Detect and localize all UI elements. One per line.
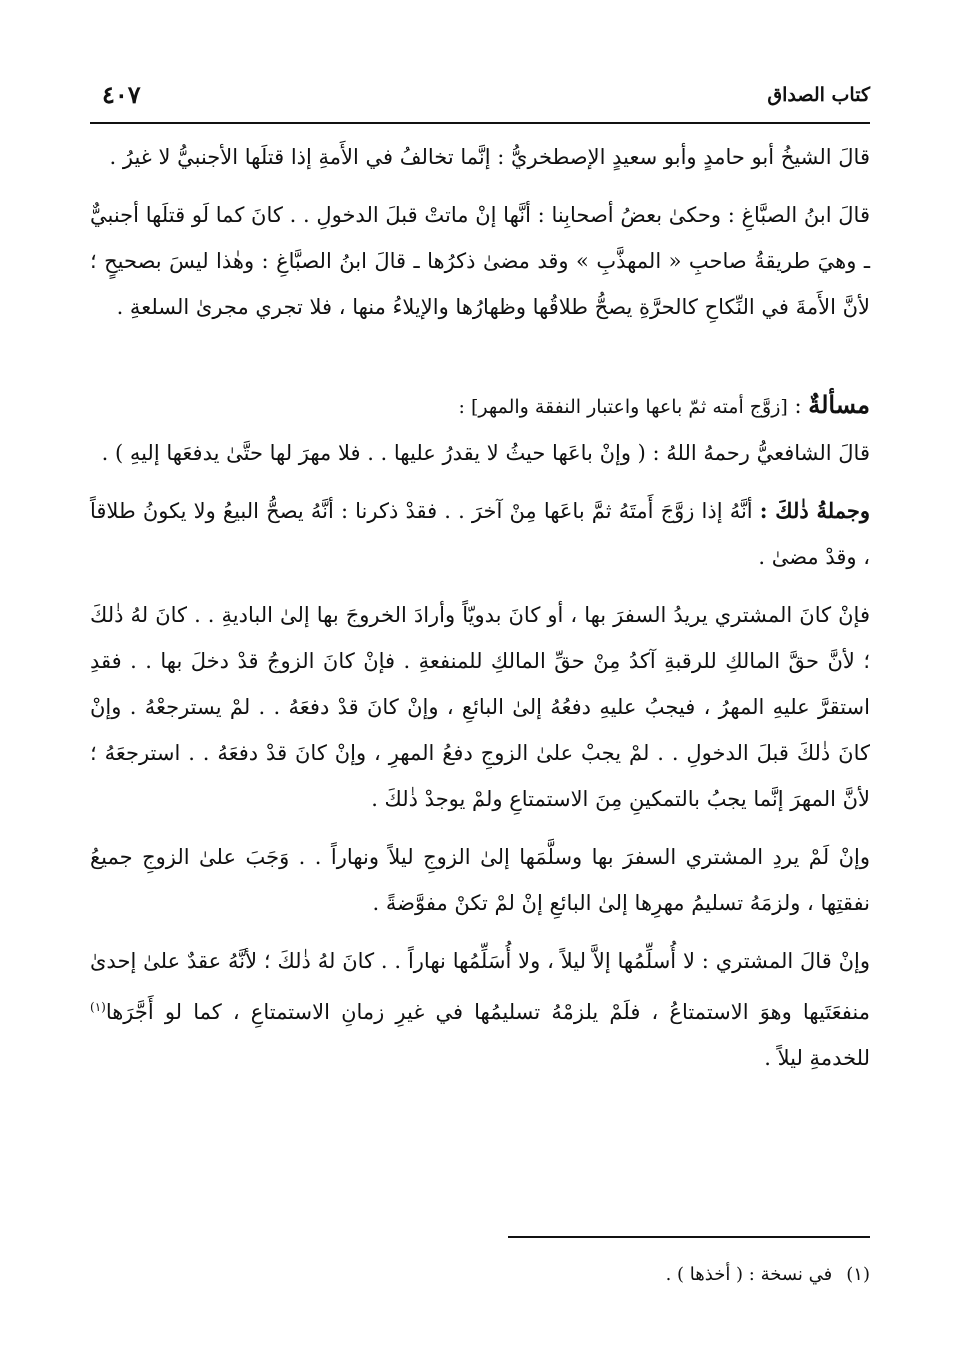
issue-title: [زوَّج أمته ثمّ باعها واعتبار النفقة والمهر] : — [458, 396, 788, 418]
paragraph-2: قالَ ابنُ الصبَّاغِ : وحكىٰ بعضُ أصحابِنا : أنَّها إنْ ماتتْ قبلَ الدخولِ . . كانَ كما لَو قتلَها أجنبيٌّ ـ وهيَ طريقةُ صاحبِ « المهذَّبِ » وقد مضىٰ ذكرُها ـ قالَ ابنُ الصبَّاغِ : وهٰذا ليسَ بصحيحٍ ؛ لأنَّ الأَمةَ في النِّكاحِ كالحرَّةِ يصحُّ طلاقُها وظهارُها والإيلاءُ منها ، فلا تجري مجرىٰ السلعةِ . — [90, 203, 870, 319]
footnote-number: (١) — [846, 1264, 870, 1285]
paragraph-4-text: أنَّهُ إذا زوَّجَ أَمتَهُ ثمَّ باعَها مِنْ آخرَ . . فقدْ ذكرنا : أنَّهُ يصحُّ البيعُ ولا يكونُ طلاقاً ، وقدْ مضىٰ . — [90, 499, 870, 569]
paragraph-1: قالَ الشيخُ أبو حامدٍ وأبو سعيدٍ الإصطخريُّ : إنَّما تخالفُ في الأَمةِ إذا قتلَها الأجنبيُّ لا غيرُ . — [109, 145, 870, 169]
paragraph-6: وإنْ لَمْ يردِ المشتري السفرَ بها وسلَّمَها إلىٰ الزوجِ ليلاً ونهاراً . . وَجَبَ علىٰ الزوجِ جميعُ نفقتِها ، ولزمَهُ تسليمُ مهرِها إلىٰ البائعِ إنْ لمْ تكنْ مفوَّضةً . — [90, 845, 870, 915]
page-number: ٤٠٧ — [102, 80, 141, 109]
issue-separator: : — [787, 394, 809, 418]
footnote-reference[interactable]: (١) — [90, 1000, 106, 1014]
main-text — [90, 134, 870, 1081]
footnote-divider — [508, 1236, 870, 1238]
paragraph-4 — [90, 488, 870, 580]
page-header — [90, 78, 870, 112]
paragraph-3: قالَ الشافعيُّ رحمهُ اللهُ : ( وإنْ باعَها حيثُ لا يقدرُ عليها . . فلا مهرَ لها حتَّىٰ يدفعَها إليهِ ) . — [101, 441, 870, 465]
paragraph-7-end: للخدمةِ ليلاً . — [764, 1046, 870, 1070]
paragraph-7-text: وإنْ قالَ المشتري : لا أُسلِّمُها إلاَّ ليلاً ، ولا أُسَلِّمُها نهاراً . . كانَ لهُ ذٰلكَ ؛ لأنَّهُ عقدٌ علىٰ إحدىٰ منفعَتَيها وهوَ الاستمتاعُ ، فلَمْ يلزمْهُ تسليمُها في غيرِ زمانِ الاستمتاعِ ، كما لو أَجَّرَها — [90, 949, 870, 1024]
paragraph-lead-in: وجملةُ ذٰلكَ : — [759, 498, 870, 523]
paragraph-5: فإنْ كانَ المشتري يريدُ السفرَ بها ، أو كانَ بدويّاً وأرادَ الخروجَ بها إلىٰ الباديةِ . . كانَ لهُ ذٰلكَ ؛ لأنَّ حقَّ المالكِ للرقبةِ آكدُ مِنْ حقِّ المالكِ للمنفعةِ . فإنْ كانَ الزوجُ قدْ دخلَ بها . . فقدِ استقرَّ عليهِ المهرُ ، فيجبُ عليهِ دفعُهُ إلىٰ البائعِ ، وإنْ كانَ قدْ دفعَهُ . . لمْ يسترجعْهُ . وإنْ كانَ ذٰلكَ قبلَ الدخولِ . . لمْ يجبْ علىٰ الزوجِ دفعُ المهرِ ، وإنْ كانَ قدْ دفعَهُ . . استرجعَهُ ؛ لأنَّ المهرَ إنَّما يجبُ بالتمكينِ مِنَ الاستمتاعِ ولمْ يوجدْ ذٰلكَ . — [90, 603, 870, 811]
footnote-text: في نسخة : ( أخذها ) . — [665, 1264, 833, 1285]
issue-label: مسألةٌ — [808, 390, 870, 419]
issue-heading — [90, 382, 870, 430]
footnote — [666, 1264, 870, 1285]
header-divider — [90, 122, 870, 124]
chapter-title: كتاب الصداق — [767, 84, 870, 106]
paragraph-7 — [90, 938, 870, 1081]
